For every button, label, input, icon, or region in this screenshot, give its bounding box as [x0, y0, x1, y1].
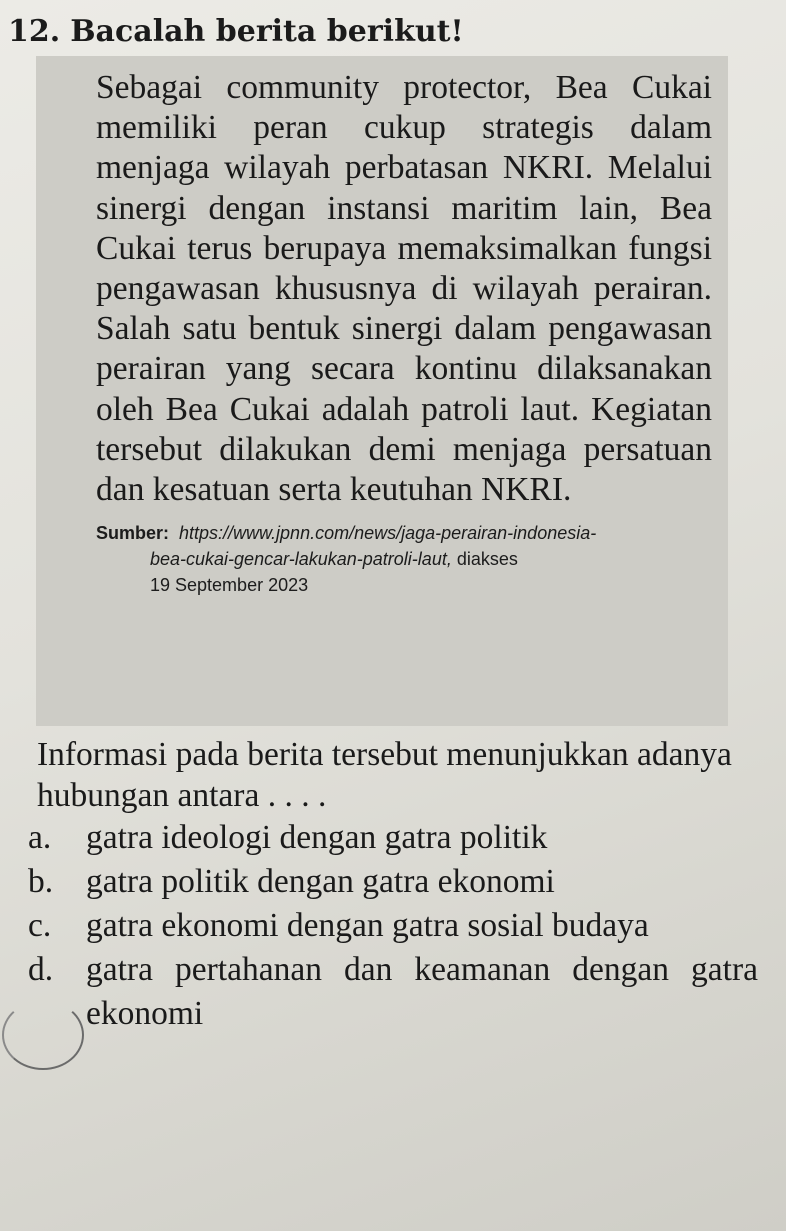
option-letter: b. [28, 863, 54, 900]
source-url-line2: bea-cukai-gencar-lakukan-patroli-laut, [150, 549, 452, 570]
answer-options [28, 816, 758, 1036]
option-letter: d. [28, 951, 54, 988]
option-d[interactable] [28, 948, 758, 1036]
news-source [96, 520, 712, 598]
news-paragraph: Sebagai community protector, Bea Cukai memiliki peran cukup strategis dalam menjaga wilayah perbatasan NKRI. Melalui sinergi dengan instansi maritim lain, Bea Cukai terus berupaya memaksimalkan fungsi pengawasan khususnya di wilayah perairan. Salah satu bentuk sinergi dalam pengawasan perairan yang secara kontinu dilaksanakan oleh Bea Cukai adalah patroli laut. Kegiatan tersebut dilakukan demi menjaga persatuan dan kesatuan serta keutuhan NKRI. [96, 69, 712, 509]
option-b[interactable] [28, 860, 758, 904]
source-url-line1: https://www.jpnn.com/news/jaga-perairan-indonesia- [179, 523, 597, 544]
option-c[interactable] [28, 904, 758, 948]
question-number: 12. [8, 14, 61, 49]
source-accessed: diakses [456, 549, 518, 570]
option-letter: c. [28, 907, 52, 944]
news-box [36, 56, 728, 726]
option-text: gatra ekonomi dengan gatra sosial budaya [86, 907, 649, 944]
question-instruction: Bacalah berita berikut! [70, 14, 464, 49]
option-a[interactable] [28, 816, 758, 860]
option-text: gatra ideologi dengan gatra politik [86, 819, 548, 856]
option-text: gatra pertahanan dan keamanan dengan gatra ekonomi [86, 951, 758, 1032]
pencil-circle-mark [2, 1000, 84, 1070]
option-text: gatra politik dengan gatra ekonomi [86, 863, 555, 900]
option-letter: a. [28, 819, 52, 856]
source-label: Sumber: [96, 523, 170, 544]
question-stem: Informasi pada berita tersebut menunjukkan adanya hubungan antara . . . . [37, 736, 732, 814]
question-header [8, 10, 464, 54]
source-url-continuation [96, 546, 712, 572]
source-date: 19 September 2023 [150, 575, 309, 596]
